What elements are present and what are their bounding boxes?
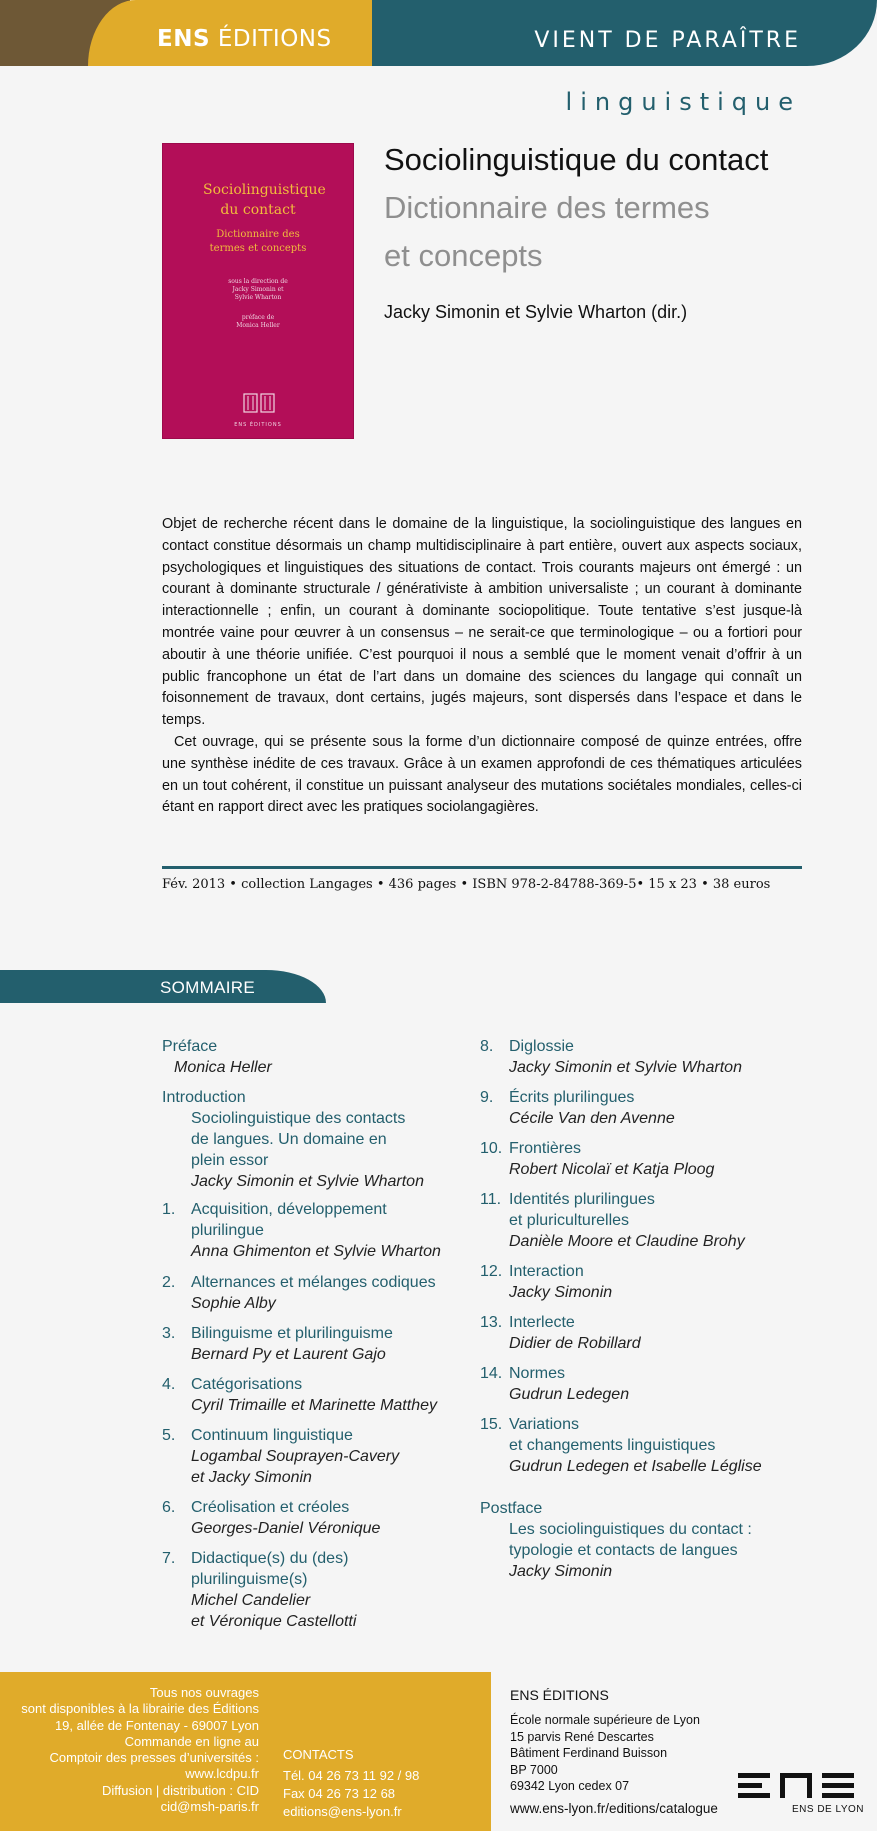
ens-address-line: 69342 Lyon cedex 07 [510, 1779, 630, 1793]
tagline: VIENT DE PARAÎTRE [534, 28, 801, 53]
brand-logo [157, 26, 332, 52]
ens-address-line: École normale supérieure de Lyon [510, 1713, 700, 1727]
toc-entry [162, 1548, 462, 1632]
toc-entry-title: Didactique(s) du (des) [191, 1550, 349, 1567]
cover-logo-icon [243, 392, 275, 414]
toc-postface-subtitle: Les sociolinguistiques du contact : [509, 1521, 752, 1538]
toc-entry-number: 14. [480, 1365, 503, 1382]
book-cover [162, 143, 354, 439]
toc-entry-title: Bilinguisme et plurilinguisme [191, 1325, 393, 1342]
toc-entry-number: 2. [162, 1274, 176, 1291]
toc-entry-title: et changements linguistiques [509, 1437, 716, 1454]
toc-introduction-subtitle: de langues. Un domaine en [191, 1131, 387, 1148]
toc-entry-number: 8. [480, 1038, 494, 1055]
book-title: Sociolinguistique du contact [384, 142, 769, 177]
toc-entry-title: Acquisition, développement [191, 1201, 387, 1218]
ens-lyon-caption: ENS DE LYON [792, 1804, 864, 1815]
toc-entry [162, 1272, 462, 1314]
toc-introduction [162, 1087, 424, 1192]
footer-availability-line: Comptoir des presses d’universités : [49, 1750, 259, 1766]
footer-availability-line: Diffusion | distribution : CID [101, 1782, 259, 1798]
toc-postface-title: Postface [480, 1500, 543, 1517]
toc-entry-title: plurilingue [191, 1222, 264, 1239]
toc-preface-author: Monica Heller [174, 1059, 272, 1076]
toc-entry-title: Écrits plurilingues [509, 1089, 635, 1106]
divider-rule [162, 866, 802, 869]
book-authors: Jacky Simonin et Sylvie Wharton (dir.) [384, 302, 688, 322]
sommaire-label: SOMMAIRE [160, 978, 255, 997]
ens-editions-title: ENS ÉDITIONS [510, 1687, 609, 1703]
description-paragraph-1: Objet de recherche récent dans le domaine de la linguistique, la sociolinguistique des langues en contact constitue désormais un champ multidisciplinaire à part entière, ouvert aux aspects sociaux, psychologiques et linguistiques des situations de contact. Trois courants majeurs ont émergé : un courant à dominante structurale / générativiste à ambition universaliste ; un courant à dominante interactionnelle ; enfin, un courant à dominante sociopolitique. Toute tentative s’est jusque-là montrée vaine pour œuvrer à un consensus – ne serait-ce que terminologique – ou a fortiori pour aboutir à une théorie unifiée. C’est pourquoi il nous a semblé que le moment venait d’offrir à un public francophone un état de l’art dans un domaine des sciences du langage qui connaît un foisonnement de travaux, dont certains, jugés majeurs, sont dispersés dans l’espace et dans le temps. [162, 516, 802, 729]
toc-entry-number: 6. [162, 1499, 176, 1516]
toc-entry-title: Normes [509, 1365, 566, 1382]
footer-contacts [283, 1746, 419, 1821]
toc-entry-title: Créolisation et créoles [191, 1499, 350, 1516]
toc-entry-author: Cyril Trimaille et Marinette Matthey [191, 1397, 437, 1414]
toc-entry [480, 1189, 800, 1252]
toc-introduction-title: Introduction [162, 1089, 246, 1106]
cover-preface: préface de Monica Heller [236, 314, 280, 329]
toc-entry-author: Gudrun Ledegen et Isabelle Léglise [509, 1458, 762, 1475]
footer-availability-line[interactable]: www.lcdpu.fr [185, 1766, 259, 1782]
toc-entry-title: plurilinguisme(s) [191, 1571, 308, 1588]
toc-entry [480, 1363, 800, 1405]
toc-entry [480, 1138, 800, 1180]
book-description [162, 514, 802, 819]
toc-preface-title: Préface [162, 1038, 218, 1055]
toc-entry-author: Anna Ghimenton et Sylvie Wharton [191, 1243, 441, 1260]
toc-entry [162, 1199, 462, 1262]
toc-postface-author: Jacky Simonin [509, 1563, 613, 1580]
catalogue-url[interactable]: www.ens-lyon.fr/editions/catalogue [510, 1801, 718, 1816]
brand-bold: ENS [157, 26, 211, 52]
toc-entry-author: Gudrun Ledegen [509, 1386, 630, 1403]
ens-address-line: Bâtiment Ferdinand Buisson [510, 1746, 668, 1760]
footer-availability-line[interactable]: cid@msh-paris.fr [160, 1799, 259, 1815]
toc-entry-title: Identités plurilingues [509, 1191, 655, 1208]
brand-light: ÉDITIONS [217, 26, 332, 52]
footer-availability-line: 19, allée de Fontenay - 69007 Lyon [54, 1717, 259, 1733]
toc-entry-number: 7. [162, 1550, 176, 1567]
toc-entry [162, 1374, 462, 1416]
toc-entry-title: Catégorisations [191, 1376, 303, 1393]
toc-entry [162, 1497, 462, 1539]
toc-postface-subtitle: typologie et contacts de langues [509, 1542, 738, 1559]
toc-entry-title: Interaction [509, 1263, 584, 1280]
toc-entry [480, 1261, 800, 1303]
toc-entry-number: 10. [480, 1140, 503, 1157]
toc-entry [162, 1425, 462, 1488]
contacts-label: CONTACTS [283, 1747, 354, 1762]
toc-entry-title: Alternances et mélanges codiques [191, 1274, 436, 1291]
toc-entry [480, 1312, 800, 1354]
footer-availability-line: sont disponibles à la librairie des Éditions [21, 1701, 259, 1717]
toc-entry-number: 1. [162, 1201, 176, 1218]
toc-entry-author: Logambal Souprayen-Cavery [191, 1448, 400, 1465]
cover-direction: sous la direction de Jacky Simonin et Sylvie Wharton [228, 278, 288, 301]
contact-tel: Tél. 04 26 73 11 92 / 98 [283, 1768, 420, 1783]
toc-entry [480, 1036, 800, 1078]
toc-entry-number: 13. [480, 1314, 503, 1331]
toc-entry-author: Robert Nicolaï et Katja Ploog [509, 1161, 715, 1178]
book-subtitle-line1: Dictionnaire des termes [384, 190, 710, 225]
category-label: linguistique [565, 88, 801, 116]
toc-entry-author: Jacky Simonin et Sylvie Wharton [509, 1059, 742, 1076]
ens-address-line: 15 parvis René Descartes [510, 1729, 654, 1744]
book-meta: Fév. 2013 • collection Langages • 436 pages • ISBN 978-2-84788-369-5• 15 x 23 • 38 euros [162, 877, 771, 892]
footer-availability-line: Commande en ligne au [124, 1733, 259, 1749]
toc-entry-title: Frontières [509, 1140, 582, 1157]
toc-entry-number: 3. [162, 1325, 176, 1342]
toc-entry-title: Variations [509, 1416, 579, 1433]
toc-entry-author: Cécile Van den Avenne [509, 1110, 675, 1127]
toc-entry-author: et Jacky Simonin [191, 1469, 312, 1486]
cover-subtitle: Dictionnaire des termes et concepts [209, 229, 307, 254]
toc-entry-number: 5. [162, 1427, 176, 1444]
toc-entry-title: et pluriculturelles [509, 1212, 630, 1229]
toc-introduction-subtitle: Sociolinguistique des contacts [191, 1110, 406, 1127]
toc-entry [480, 1087, 800, 1129]
toc-entry-author: Sophie Alby [191, 1295, 276, 1312]
toc-entry-title: Continuum linguistique [191, 1427, 353, 1444]
cover-title: Sociolinguistique du contact [203, 182, 326, 218]
book-subtitle-line2: et concepts [384, 238, 543, 273]
toc-entry-number: 9. [480, 1089, 494, 1106]
toc-postface [480, 1498, 752, 1582]
ens-lyon-logo-icon [738, 1773, 854, 1799]
contact-email: editions@ens-lyon.fr [283, 1804, 402, 1819]
footer-availability [21, 1685, 259, 1815]
toc-entry-author: Georges-Daniel Véronique [191, 1520, 381, 1537]
toc-entry-author: Danièle Moore et Claudine Brohy [509, 1233, 745, 1250]
toc-entry-author: Didier de Robillard [509, 1335, 641, 1352]
description-paragraph-2: Cet ouvrage, qui se présente sous la forme d’un dictionnaire composé de quinze entrées, offre une synthèse inédite de ces travaux. Grâce à un examen approfondi de ces thématiques articulées en un tout cohérent, il constitue un puissant analyseur des mutations sociétales mondiales, celles-ci étant en rapport direct avec les pratiques sociolangagières. [162, 733, 802, 816]
toc-entry-author: Bernard Py et Laurent Gajo [191, 1346, 386, 1363]
toc-entry-author: Jacky Simonin [509, 1284, 613, 1301]
toc-entry-number: 15. [480, 1416, 503, 1433]
toc-entry-author: Michel Candelier [191, 1592, 311, 1609]
toc-entry-number: 4. [162, 1376, 176, 1393]
toc-entry-number: 12. [480, 1263, 503, 1280]
toc-introduction-subtitle: plein essor [191, 1152, 269, 1169]
toc-entry [480, 1414, 800, 1477]
toc-entry-title: Diglossie [509, 1038, 574, 1055]
ens-address-line: BP 7000 [510, 1762, 558, 1777]
cover-publisher: ENS ÉDITIONS [234, 422, 282, 428]
toc-entry-author: et Véronique Castellotti [191, 1613, 357, 1630]
footer-availability-line: Tous nos ouvrages [149, 1685, 259, 1700]
contact-fax: Fax 04 26 73 12 68 [283, 1786, 396, 1801]
ens-address [510, 1712, 700, 1795]
toc-entry-number: 11. [480, 1191, 502, 1208]
toc-entry [162, 1323, 462, 1365]
toc-entry-title: Interlecte [509, 1314, 575, 1331]
toc-preface [162, 1036, 272, 1078]
toc-introduction-author: Jacky Simonin et Sylvie Wharton [191, 1173, 424, 1190]
